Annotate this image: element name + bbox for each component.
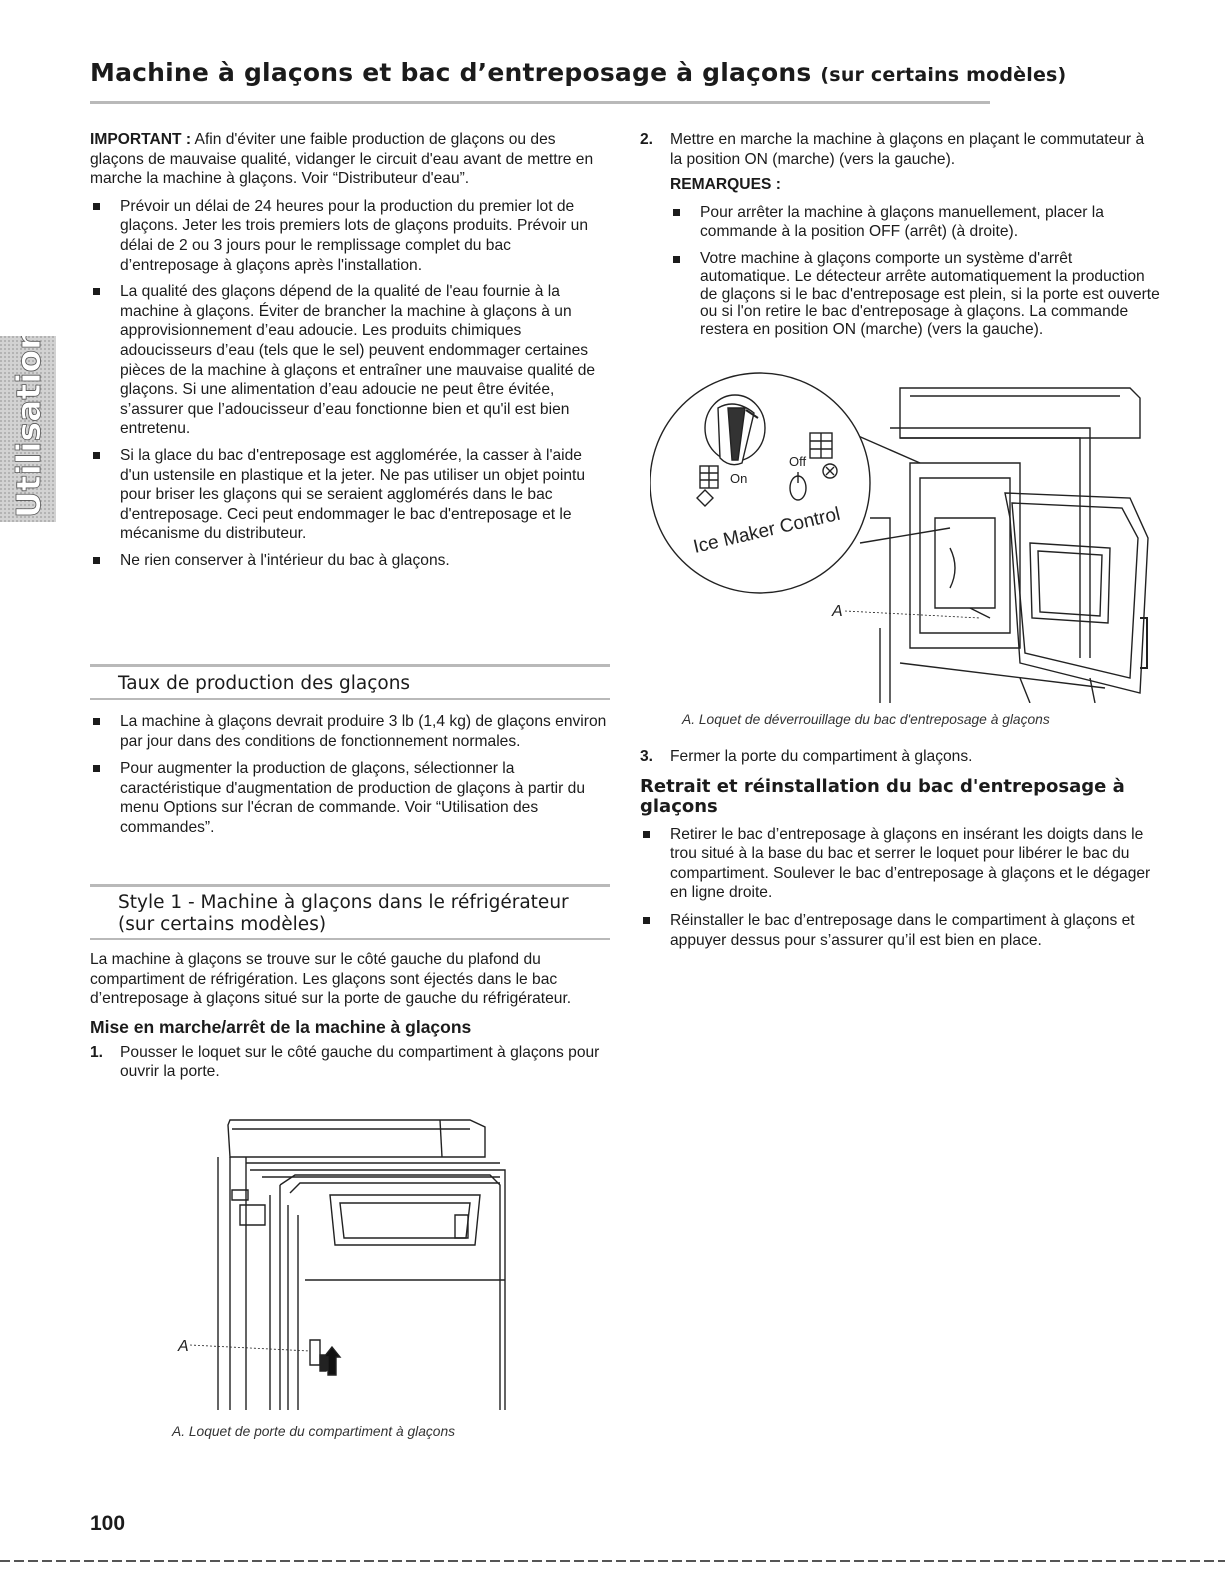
figure-ice-maker-control	[650, 368, 1155, 703]
figure2-caption: A. Loquet de déverrouillage du bac d'entreposage à glaçons	[682, 712, 1050, 727]
step-text: Mettre en marche la machine à glaçons en plaçant le commutateur à la position ON (marche) (vers la gauche).	[670, 131, 1145, 168]
right-column	[640, 130, 1160, 345]
bullet-icon	[93, 718, 100, 725]
step-text: Fermer la porte du compartiment à glaçons.	[670, 748, 973, 765]
style1-heading	[118, 892, 569, 936]
page-title	[90, 58, 1066, 87]
bullet-text: Votre machine à glaçons comporte un système d'arrêt automatique. Le détecteur arrête automatiquement la production de glaçons si le bac d'entreposage est plein, si la porte est ouverte ou si l'on retire le bac d'entreposage à glaçons. La commande restera en position ON (marche) (vers la gauche).	[700, 249, 1160, 339]
bullet-text: Pour augmenter la production de glaçons, sélectionner la caractéristique d'augmentation de production de glaçons à partir du menu Options sur l'écran de commande. Voir “Utilisation des commandes”.	[120, 760, 586, 836]
list-item	[90, 282, 610, 439]
step-1	[90, 1043, 610, 1082]
step-text: Pousser le loquet sur le côté gauche du compartiment à glaçons pour ouvrir la porte.	[120, 1043, 600, 1081]
bullet-text: La machine à glaçons devrait produire 3 lb (1,4 kg) de glaçons environ par jour dans des conditions de fonctionnement normales.	[120, 713, 607, 750]
bullet-icon	[673, 209, 680, 216]
bullet-text: Ne rien conserver à l'intérieur du bac à glaçons.	[120, 551, 450, 569]
right-lower-column	[640, 747, 1160, 956]
section-rule	[90, 884, 610, 887]
style1-paragraph: La machine à glaçons se trouve sur le côté gauche du plafond du compartiment de réfrigération. Les glaçons sont éjectés dans le bac d’entreposage à glaçons situé sur la porte de gauche du réfrigérateur.	[90, 951, 572, 1008]
list-item	[90, 712, 610, 751]
bullet-text: Prévoir un délai de 24 heures pour la production du premier lot de glaçons. Jeter les trois premiers lots de glaçons produits. Prévoir un délai de 2 ou 3 jours pour le remplissage complet du bac d’entreposage à glaçons après l'installation.	[120, 197, 589, 274]
step-2	[640, 130, 1160, 169]
list-item	[90, 759, 610, 837]
style1-heading-line1: Style 1 - Machine à glaçons dans le réfrigérateur	[118, 892, 569, 913]
list-item	[90, 446, 610, 544]
step-number: 3.	[640, 748, 654, 765]
bullet-icon	[93, 288, 100, 295]
bullet-icon	[673, 256, 680, 263]
list-item	[90, 551, 610, 571]
page-title-sub: (sur certains modèles)	[820, 64, 1067, 86]
production-list	[90, 712, 610, 844]
list-item	[670, 203, 1160, 242]
onoff-heading: Mise en marche/arrêt de la machine à glaçons	[90, 1016, 472, 1037]
figure1-caption: A. Loquet de porte du compartiment à glaçons	[172, 1424, 456, 1439]
step-3	[640, 747, 1160, 767]
figure-door-latch	[170, 1115, 520, 1415]
bullet-icon	[643, 917, 650, 924]
ice-maker-control-label: Ice Maker Control	[691, 503, 843, 558]
bullet-icon	[643, 831, 650, 838]
bullet-text: La qualité des glaçons dépend de la qualité de l'eau fournie à la machine à glaçons. Éviter de brancher la machine à glaçons à un approvisionnement d’eau adoucie. Les produits chimiques adoucisseurs d’eau (tels que le sel) peuvent endommager certaines pièces de la machine à glaçons et entraîner une mauvaise qualité de glaçons. Si une alimentation d’eau adoucie ne peut être évitée, s’assurer que l’adoucisseur d’eau fonctionne bien et qu'il est bien entretenu.	[120, 283, 596, 438]
bullet-icon	[93, 557, 100, 564]
bullet-icon	[93, 452, 100, 459]
bullet-text: Réinstaller le bac d’entreposage dans le compartiment à glaçons et appuyer dessus pour s’assurer qu’il est bien en place.	[670, 911, 1135, 949]
list-item	[640, 911, 1160, 950]
bullet-text: Pour arrêter la machine à glaçons manuellement, placer la commande à la position OFF (arrêt) (à droite).	[700, 203, 1104, 241]
style1-body	[90, 950, 610, 1082]
side-tab-label: Utilisation	[9, 336, 48, 518]
section-rule	[90, 938, 610, 940]
list-item	[640, 825, 1160, 903]
page-number: 100	[90, 1512, 126, 1535]
left-column	[90, 130, 610, 576]
bullet-text: Si la glace du bac d'entreposage est agglomérée, la casser à l'aide d'un ustensile en plastique et la jeter. Ne pas utiliser un objet pointu pour briser les glaçons qui se seraient agglomérés dans le bac d'entreposage. Ceci peut endommager le bac d'entreposage et le mécanisme du distributeur.	[120, 446, 586, 543]
figure1-label: A	[178, 1338, 189, 1355]
bottom-rule	[0, 1560, 1225, 1562]
list-item	[670, 250, 1160, 339]
on-label: On	[730, 471, 748, 486]
step-number: 1.	[90, 1043, 104, 1061]
bullet-icon	[93, 765, 100, 772]
step-number: 2.	[640, 131, 654, 148]
title-rule	[90, 101, 990, 104]
removal-heading: Retrait et réinstallation du bac d'entreposage à glaçons	[640, 775, 1125, 817]
list-item	[90, 197, 610, 275]
page-title-main: Machine à glaçons et bac d’entreposage à glaçons	[90, 58, 812, 87]
section-rule	[90, 664, 610, 667]
section-rule	[90, 698, 610, 700]
side-tab	[0, 336, 56, 522]
off-label: Off	[789, 454, 807, 469]
production-heading: Taux de production des glaçons	[118, 673, 411, 694]
bullet-icon	[93, 203, 100, 210]
figure2-label: A	[832, 603, 843, 620]
important-text: Afin d'éviter une faible production de glaçons ou des glaçons de mauvaise qualité, vidanger le circuit d'eau avant de mettre en marche la machine à glaçons. Voir “Distributeur d'eau”.	[90, 131, 594, 188]
remarks-label: REMARQUES :	[670, 176, 781, 194]
important-paragraph	[90, 130, 610, 189]
bullet-text: Retirer le bac d’entreposage à glaçons en insérant les doigts dans le trou situé à la base du bac et serrer le loquet pour libérer le bac du compartiment. Soulever le bac d’entreposage à glaçons et le dégager en ligne droite.	[670, 825, 1151, 902]
style1-heading-line2: (sur certains modèles)	[118, 914, 327, 935]
important-label: IMPORTANT :	[90, 131, 192, 148]
